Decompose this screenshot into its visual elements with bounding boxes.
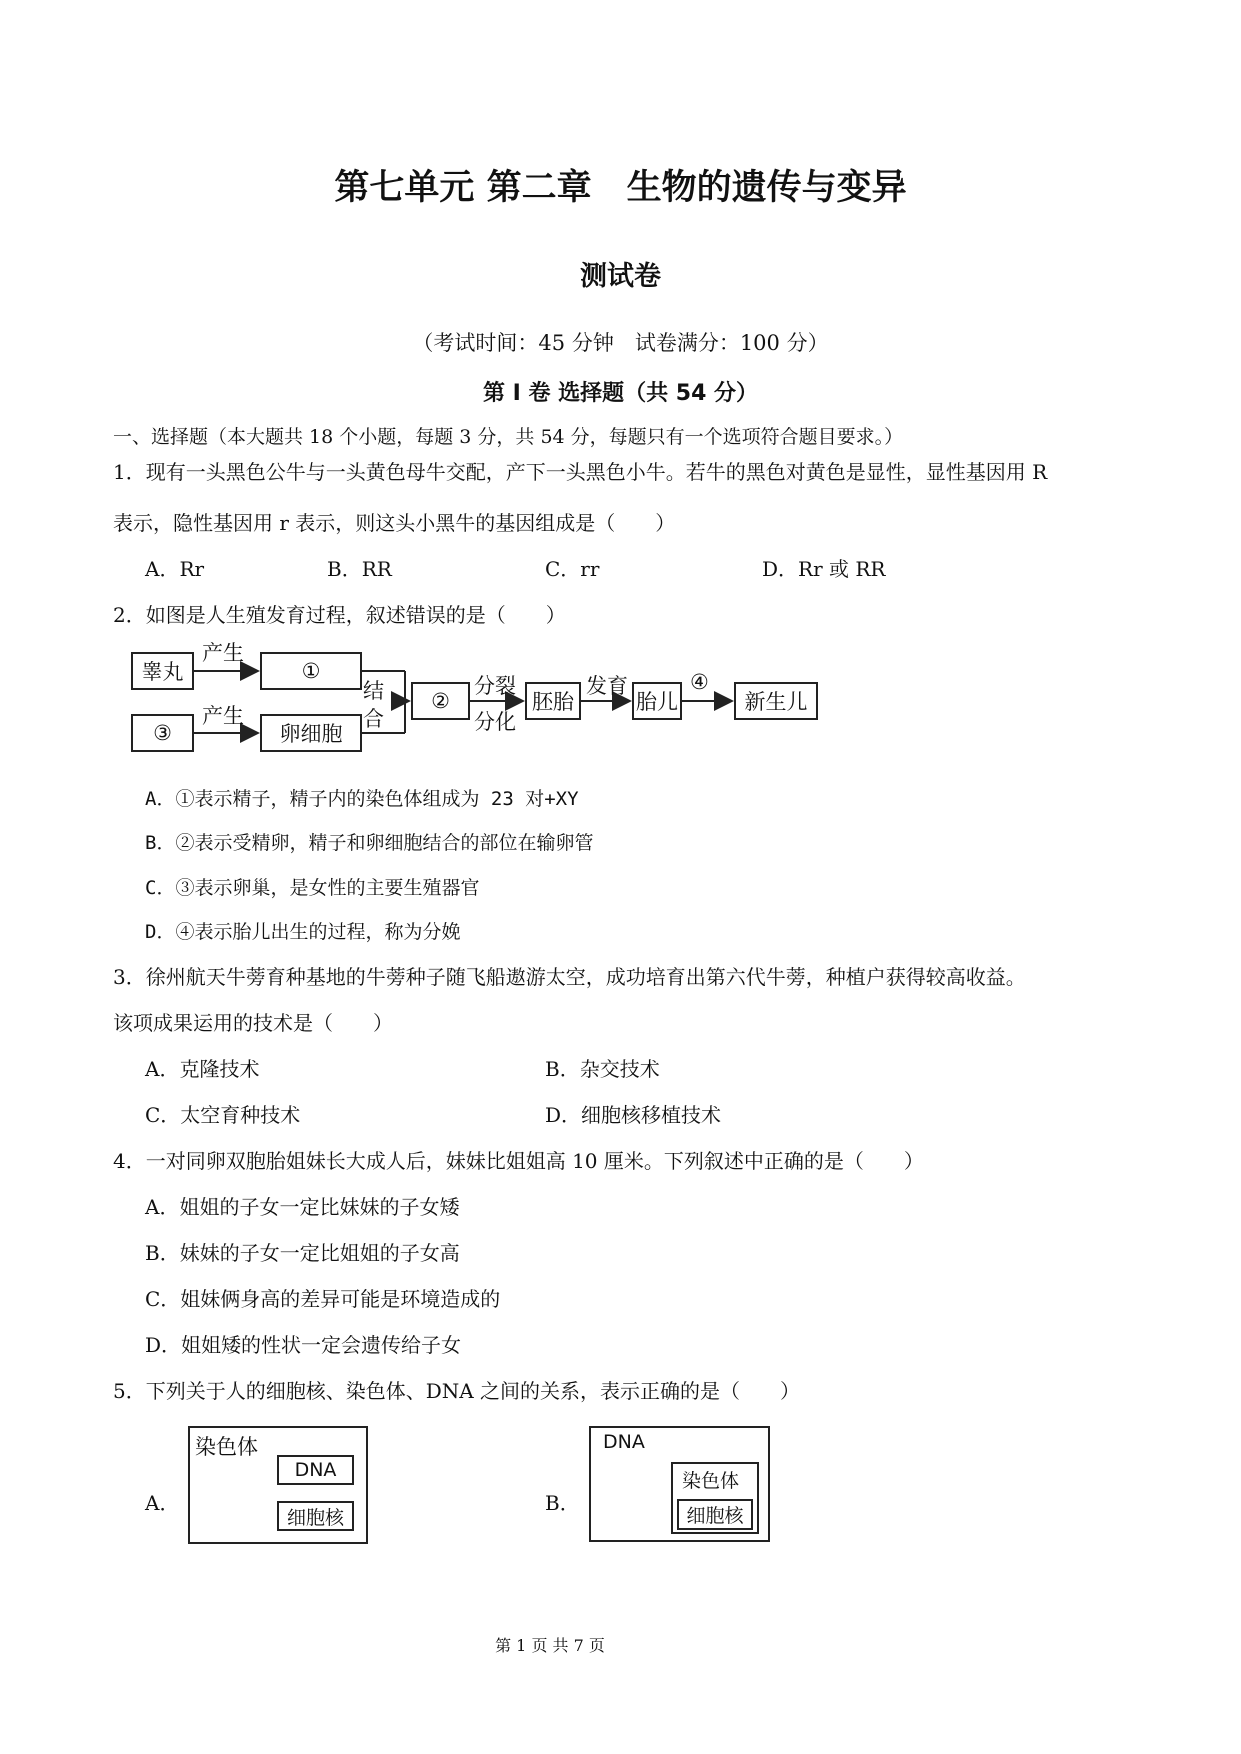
q2-option-c[interactable]: C．③表示卵巢，是女性的主要生殖器官 [145, 877, 480, 899]
q5-a-outer-label: 染色体 [195, 1435, 258, 1459]
question-5-text: 5．下列关于人的细胞核、染色体、DNA 之间的关系，表示正确的是（ ） [113, 1379, 801, 1403]
question-2-text: 2．如图是人生殖发育过程，叙述错误的是（ ） [113, 603, 566, 627]
circle2-box: ② [411, 682, 470, 720]
combine-label-bottom: 合 [363, 707, 384, 731]
question-3-line2: 该项成果运用的技术是（ ） [113, 1011, 393, 1035]
testis-box: 睾丸 [131, 652, 194, 690]
circle3-box: ③ [131, 714, 194, 752]
q1-option-d[interactable]: D．Rr 或 RR [762, 557, 886, 581]
newborn-box: 新生儿 [734, 682, 818, 720]
page-title: 第七单元 第二章 生物的遗传与变异 [334, 168, 907, 208]
q5-b-inner-box-2 [677, 1499, 753, 1530]
divide-label: 分裂 [474, 674, 516, 698]
q2-option-a[interactable]: A．①表示精子，精子内的染色体组成为 23 对+XY [145, 788, 579, 810]
q5-a-inner-label-2: 细胞核 [286, 1506, 344, 1529]
circle1-box: ① [260, 652, 362, 690]
q5-option-a-label[interactable]: A． [145, 1491, 180, 1515]
combine-label-top: 结 [363, 679, 384, 703]
q5-b-inner-label-1: 染色体 [682, 1470, 740, 1492]
question-3-line1: 3．徐州航天牛蒡育种基地的牛蒡种子随飞船遨游太空，成功培育出第六代牛蒡，种植户获得较高收益。 [113, 965, 1026, 989]
q5-a-inner-box-2 [277, 1501, 354, 1531]
q1-option-b[interactable]: B．RR [327, 557, 392, 581]
q1-option-a[interactable]: A．Rr [145, 557, 205, 581]
produce-bottom-label: 产生 [202, 704, 244, 728]
q4-option-a[interactable]: A．姐姐的子女一定比妹妹的子女矮 [145, 1195, 460, 1219]
question-1-line2: 表示，隐性基因用 r 表示，则这头小黑牛的基因组成是（ ） [113, 511, 676, 535]
develop-label: 发育 [586, 674, 628, 698]
q5-b-inner-label-2: 细胞核 [686, 1505, 744, 1527]
section-instruction: 一、选择题（本大题共 18 个小题，每题 3 分，共 54 分，每题只有一个选项符合题目要求。） [113, 426, 904, 448]
q3-option-d[interactable]: D．细胞核移植技术 [545, 1103, 722, 1127]
fetus-box: 胎儿 [632, 682, 682, 720]
question-1-line1: 1．现有一头黑色公牛与一头黄色母牛交配，产下一头黑色小牛。若牛的黑色对黄色是显性，显性基因用 R [113, 460, 1048, 484]
q3-option-b[interactable]: B．杂交技术 [545, 1057, 660, 1081]
q5-option-b-label[interactable]: B． [545, 1491, 580, 1515]
q2-option-b[interactable]: B．②表示受精卵，精子和卵细胞结合的部位在输卵管 [145, 832, 594, 854]
section-heading: 第 I 卷 选择题（共 54 分） [482, 381, 759, 406]
page-subtitle: 测试卷 [580, 261, 661, 292]
exam-info: （考试时间：45 分钟 试卷满分：100 分） [412, 331, 829, 355]
q4-option-b[interactable]: B．妹妹的子女一定比姐姐的子女高 [145, 1241, 460, 1265]
q5-a-inner-label-1: DNA [294, 1459, 337, 1481]
page-footer: 第 1 页 共 7 页 [495, 1636, 605, 1655]
circle4-label: ④ [690, 670, 709, 694]
q5-b-outer-box[interactable] [589, 1426, 770, 1542]
question-4-text: 4．一对同卵双胞胎姐妹长大成人后，妹妹比姐姐高 10 厘米。下列叙述中正确的是（ ） [113, 1149, 924, 1173]
egg-cell-box: 卵细胞 [260, 714, 362, 752]
q4-option-d[interactable]: D．姐姐矮的性状一定会遗传给子女 [145, 1333, 462, 1357]
q4-option-c[interactable]: C．姐妹俩身高的差异可能是环境造成的 [145, 1287, 501, 1311]
q2-option-d[interactable]: D．④表示胎儿出生的过程，称为分娩 [145, 921, 461, 943]
q1-option-c[interactable]: C．rr [545, 557, 600, 581]
q5-b-outer-label: DNA [603, 1431, 645, 1453]
differentiate-label: 分化 [474, 710, 516, 734]
q5-a-outer-box[interactable] [188, 1426, 368, 1544]
embryo-box: 胚胎 [525, 682, 581, 720]
q5-a-inner-box-1 [277, 1455, 354, 1485]
q3-option-c[interactable]: C．太空育种技术 [145, 1103, 301, 1127]
q5-b-inner-box-1 [671, 1462, 759, 1534]
produce-top-label: 产生 [202, 641, 244, 665]
q3-option-a[interactable]: A．克隆技术 [145, 1057, 260, 1081]
